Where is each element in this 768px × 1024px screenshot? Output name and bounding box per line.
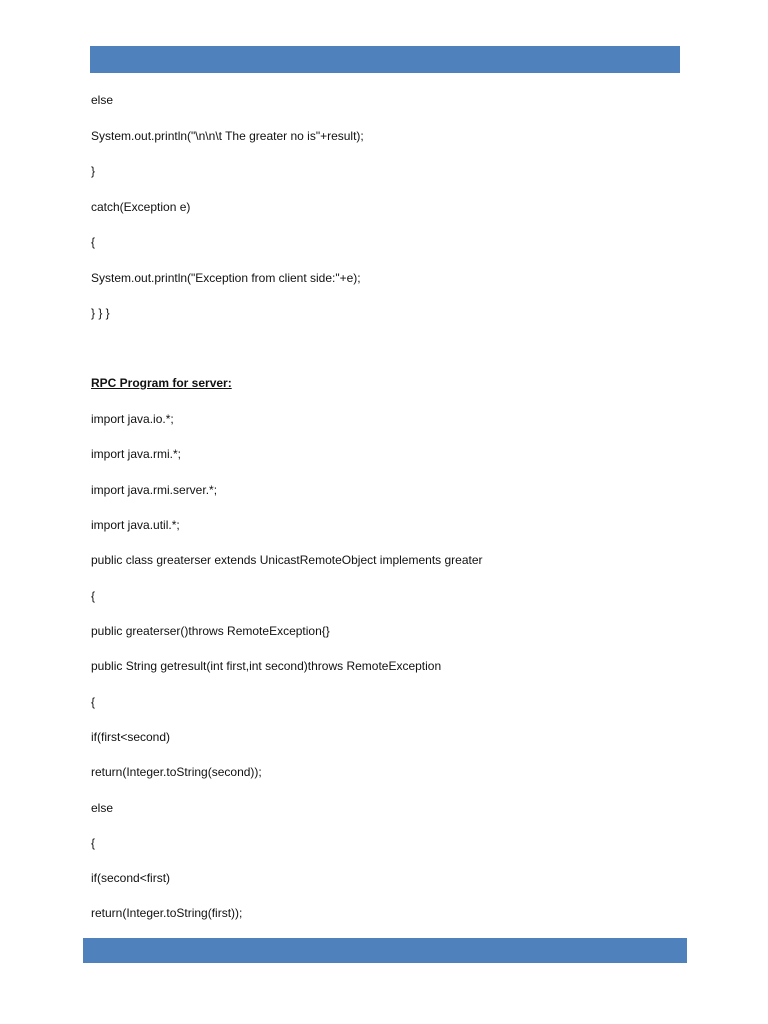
code-line: public String getresult(int first,int second)throws RemoteException: [91, 659, 442, 673]
code-line: System.out.println("\n\n\t The greater no is"+result);: [91, 129, 364, 143]
footer-bar: [83, 938, 687, 963]
code-line: public greaterser()throws RemoteException{}: [91, 624, 330, 638]
code-line: return(Integer.toString(second));: [91, 765, 262, 779]
code-line: System.out.println("Exception from client side:"+e);: [91, 271, 361, 285]
code-line: import java.io.*;: [91, 412, 174, 426]
code-line: import java.util.*;: [91, 518, 180, 532]
section-heading: RPC Program for server:: [91, 376, 232, 390]
header-bar: [90, 46, 680, 73]
code-line: if(first<second): [91, 730, 171, 744]
code-line: else: [91, 801, 114, 815]
code-line: {: [91, 836, 96, 850]
code-line: {: [91, 589, 96, 603]
code-line: public class greaterser extends UnicastRemoteObject implements greater: [91, 553, 483, 567]
code-line: else: [91, 93, 114, 107]
code-line: {: [91, 695, 96, 709]
code-line: }: [91, 164, 96, 178]
code-line: } } }: [91, 306, 110, 320]
code-line: catch(Exception e): [91, 200, 191, 214]
code-line: import java.rmi.*;: [91, 447, 182, 461]
code-line: {: [91, 235, 96, 249]
code-line: return(Integer.toString(first));: [91, 906, 243, 920]
code-line: if(second<first): [91, 871, 171, 885]
code-line: import java.rmi.server.*;: [91, 483, 218, 497]
